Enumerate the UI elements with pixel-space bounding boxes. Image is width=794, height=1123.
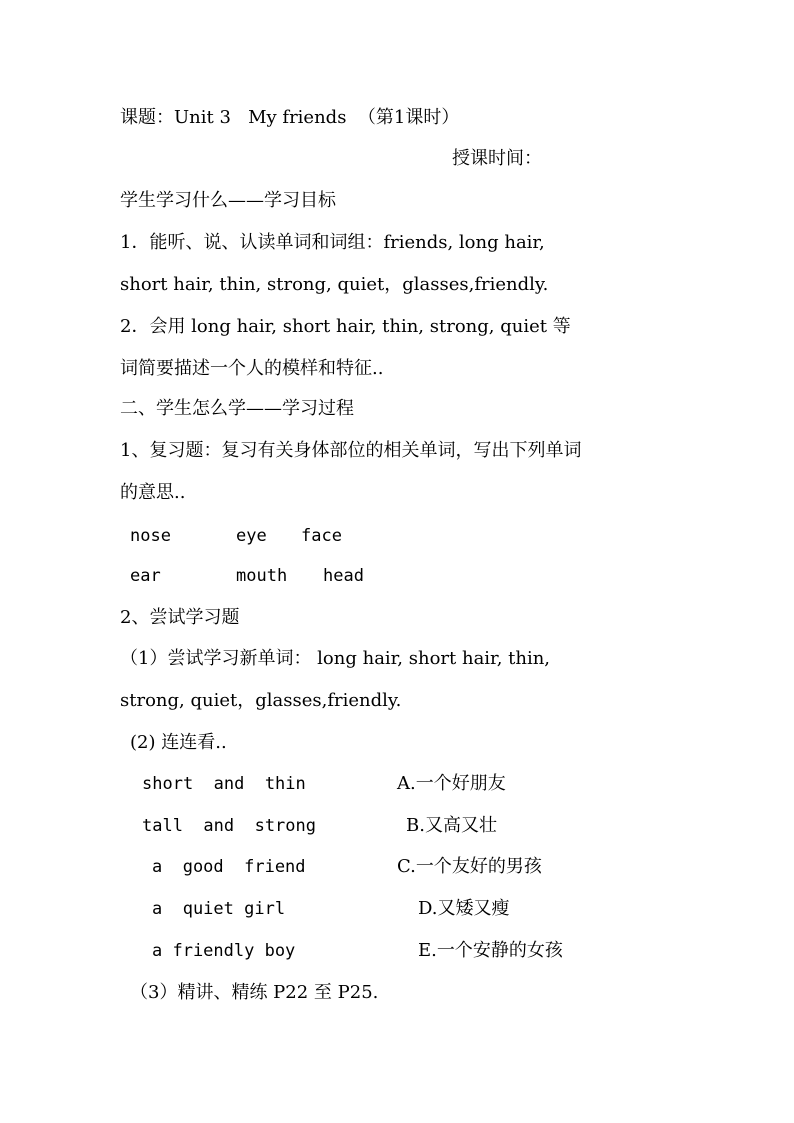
try-heading: 2、尝试学习题 [120, 607, 240, 628]
review-line-1: 1、复习题：复习有关身体部位的相关单词，写出下列单词 [120, 440, 582, 461]
goal-2-line-2: 词简要描述一个人的模样和特征.. [120, 358, 384, 379]
review-word: head [323, 566, 364, 586]
match-right-item: E.一个安静的女孩 [418, 940, 563, 961]
review-word: ear [130, 566, 161, 586]
match-left-item: a good friend [152, 857, 306, 877]
match-heading: (2) 连连看.. [130, 732, 227, 753]
review-word: eye [236, 526, 267, 546]
try-1-line-2: strong, quiet，glasses,friendly. [120, 690, 402, 711]
try-1-line-1: （1）尝试学习新单词： long hair, short hair, thin, [120, 648, 551, 669]
goal-2-line-1: 2．会用 long hair, short hair, thin, strong, quiet 等 [120, 316, 571, 337]
review-word: mouth [236, 566, 288, 586]
match-left-item: a quiet girl [152, 899, 286, 919]
review-word: face [301, 526, 342, 546]
process-heading: 二、学生怎么学——学习过程 [120, 398, 354, 419]
class-time-label: 授课时间： [452, 148, 542, 169]
review-word: nose [130, 526, 171, 546]
match-right-item: C.一个友好的男孩 [397, 856, 542, 877]
goal-1-line-2: short hair, thin, strong, quiet，glasses,friendly. [120, 274, 549, 295]
match-right-item: A.一个好朋友 [397, 773, 506, 794]
practice-line: （3）精讲、精练 P22 至 P25. [130, 982, 379, 1003]
match-left-item: tall and strong [142, 816, 316, 836]
lesson-title: 课题：Unit 3 My friends （第1课时） [120, 107, 460, 128]
match-right-item: B.又高又壮 [406, 815, 497, 836]
match-left-item: short and thin [142, 774, 306, 794]
match-right-item: D.又矮又瘦 [418, 898, 510, 919]
match-left-item: a friendly boy [152, 941, 296, 961]
review-line-2: 的意思.. [120, 482, 186, 503]
goals-heading: 学生学习什么——学习目标 [120, 190, 336, 211]
goal-1-line-1: 1．能听、说、认读单词和词组：friends, long hair, [120, 232, 545, 253]
